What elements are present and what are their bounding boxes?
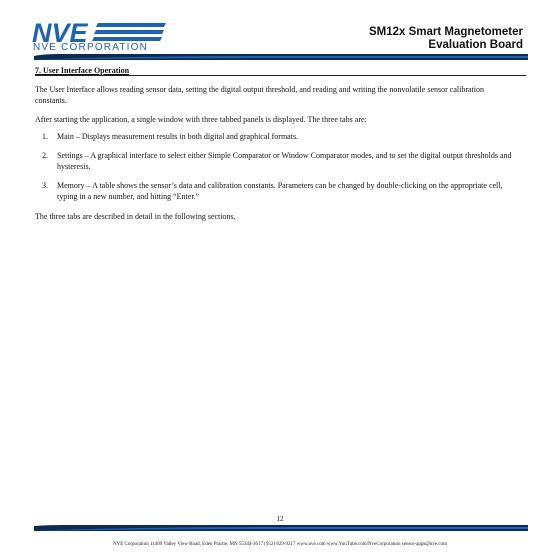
list-item [35, 180, 517, 202]
list-item-text: Memory – A table shows the sensor’s data and calibration constants. Parameters can be changed by double-clicking on the appropriate cell, typing in a new number, and hitting “Enter.” [57, 181, 503, 201]
list-item-number: 1. [42, 132, 48, 141]
section-heading: 7. User Interface Operation [35, 66, 130, 75]
list-item-text: Main – Displays measurement results in both digital and graphical formats. [57, 132, 299, 141]
heading-divider [35, 75, 526, 76]
tab-list [35, 131, 517, 210]
footer-contact: NVE Corporation 11409 Valley View Road, Eden Prairie, MN 55344-3617 (952) 829-9217 www.nve.com www.YouTube.com/NveCorporation sensor-apps@nve.com [113, 542, 447, 547]
logo-stripes-icon [92, 23, 166, 41]
list-item [35, 131, 517, 142]
logo-subtitle: NVE CORPORATION [33, 42, 149, 53]
list-item-number: 3. [42, 181, 48, 190]
closing-paragraph: The three tabs are described in detail in the following sections. [35, 212, 236, 221]
logo-wordmark: NVE [32, 18, 88, 48]
document-title-line2: Evaluation Board [428, 39, 523, 51]
list-item-text: Settings – A graphical interface to select either Simple Comparator or Window Comparator modes, and to set the digital output thresholds and hysteresis. [57, 151, 512, 171]
list-item [35, 150, 517, 172]
document-title [369, 26, 523, 52]
intro-paragraph: The User Interface allows reading sensor data, setting the digital output threshold, and reading and writing the nonvolatile sensor calibration constants. [35, 85, 484, 105]
list-item-number: 2. [42, 151, 48, 160]
page-number: 12 [276, 515, 284, 523]
document-title-line1: SM12x Smart Magnetometer [368, 26, 523, 38]
footer-bar [34, 525, 528, 531]
lead-in-paragraph: After starting the application, a single window with three tabbed panels is displayed. The three tabs are: [35, 115, 367, 124]
header-bar [34, 54, 528, 60]
